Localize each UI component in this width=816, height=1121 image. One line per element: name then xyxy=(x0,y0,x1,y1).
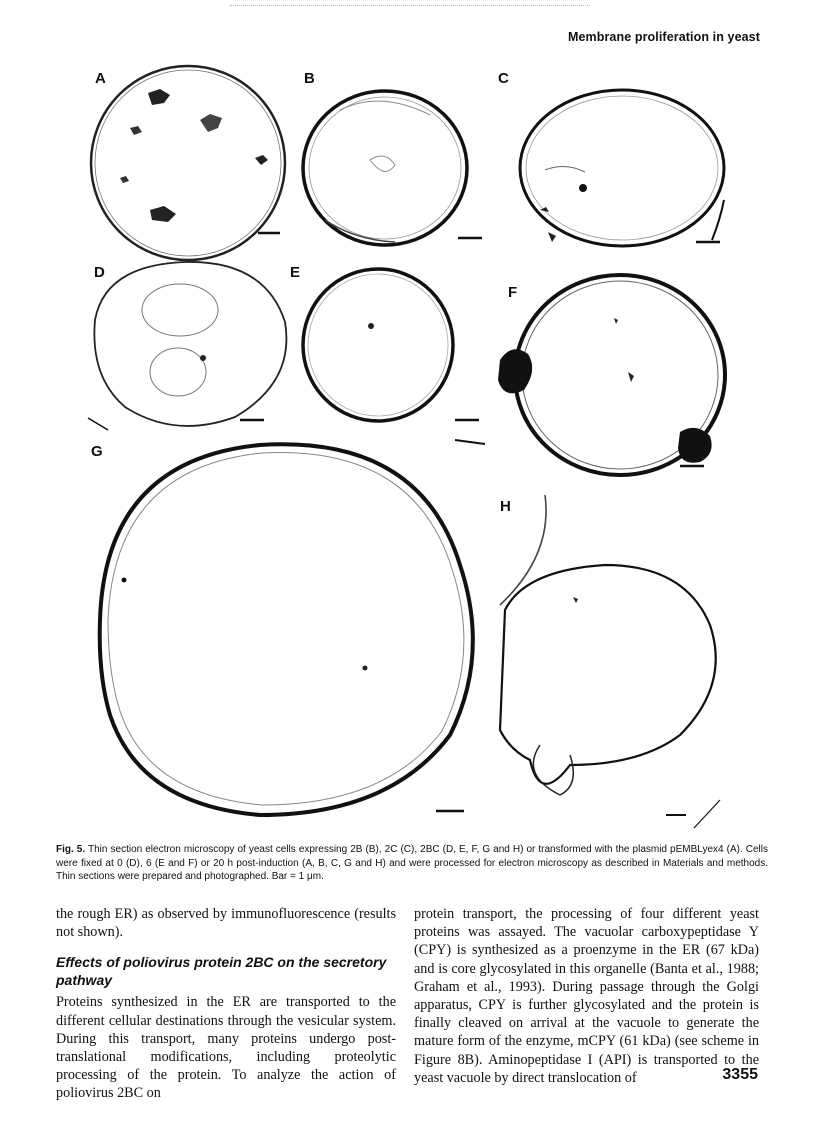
cell-panel-c xyxy=(520,90,724,246)
right-column xyxy=(414,905,759,1087)
running-head: Membrane proliferation in yeast xyxy=(567,30,760,44)
panel-label-g: G xyxy=(91,443,103,460)
cell-panel-h xyxy=(500,495,720,828)
caption-label: Fig. 5. xyxy=(56,844,86,855)
left-column xyxy=(56,905,396,1103)
cell-panel-a xyxy=(91,66,285,260)
panel-label-h: H xyxy=(500,498,511,515)
panel-label-d: D xyxy=(94,264,105,281)
left-para-2: Proteins synthesized in the ER are transported to the different cellular destinations through the vesicular system. During this transport, many proteins undergo post-translational modifications, including proteolytic processing of the protein. To analyze the action of poliovirus 2BC on xyxy=(56,994,396,1102)
caption-text: Thin section electron microscopy of yeast cells expressing 2B (B), 2C (C), 2BC (D, E, F, G and H) or transformed with the plasmid pEMBLyex4 (A). Cells were fixed at 0 (D), 6 (E and F) or 20 h post-induction (A, B, C, G and H) and were processed for electron microscopy as described in Materials and methods. Thin sections were prepared and photographed. Bar = 1 μm. xyxy=(56,844,768,882)
cell-panel-e xyxy=(303,269,485,444)
panel-label-a: A xyxy=(95,70,106,87)
cell-panel-d xyxy=(88,262,286,430)
cell-panel-b xyxy=(303,91,482,245)
panel-label-c: C xyxy=(498,70,509,87)
figure-caption xyxy=(56,843,768,884)
right-para-1: protein transport, the processing of four different yeast proteins was assayed. The vacuolar carboxypeptidase Y (CPY) is synthesized as a proenzyme in the ER (67 kDa) and is core glycosylated in this organelle (Banta et al., 1988; Graham et al., 1993). During passage through the Golgi apparatus, CPY is further glycosylated and the protein is finally cleaved on arrival at the vacuole to generate the mature form of the enzyme, mCPY (61 kDa) (see scheme in Figure 8B). Aminopeptidase I (API) is transported to the yeast vacuole by direct translocation of xyxy=(414,906,759,1086)
cell-panel-g xyxy=(100,444,473,815)
left-para-1: the rough ER) as observed by immunofluorescence (results not shown). xyxy=(56,906,396,941)
panel-label-e: E xyxy=(290,264,301,281)
section-heading: Effects of poliovirus protein 2BC on the secretory pathway xyxy=(56,954,387,989)
panel-label-f: F xyxy=(508,284,518,301)
panel-label-b: B xyxy=(304,70,315,87)
cell-panel-f xyxy=(498,275,725,475)
page-number: 3355 xyxy=(722,1066,758,1083)
